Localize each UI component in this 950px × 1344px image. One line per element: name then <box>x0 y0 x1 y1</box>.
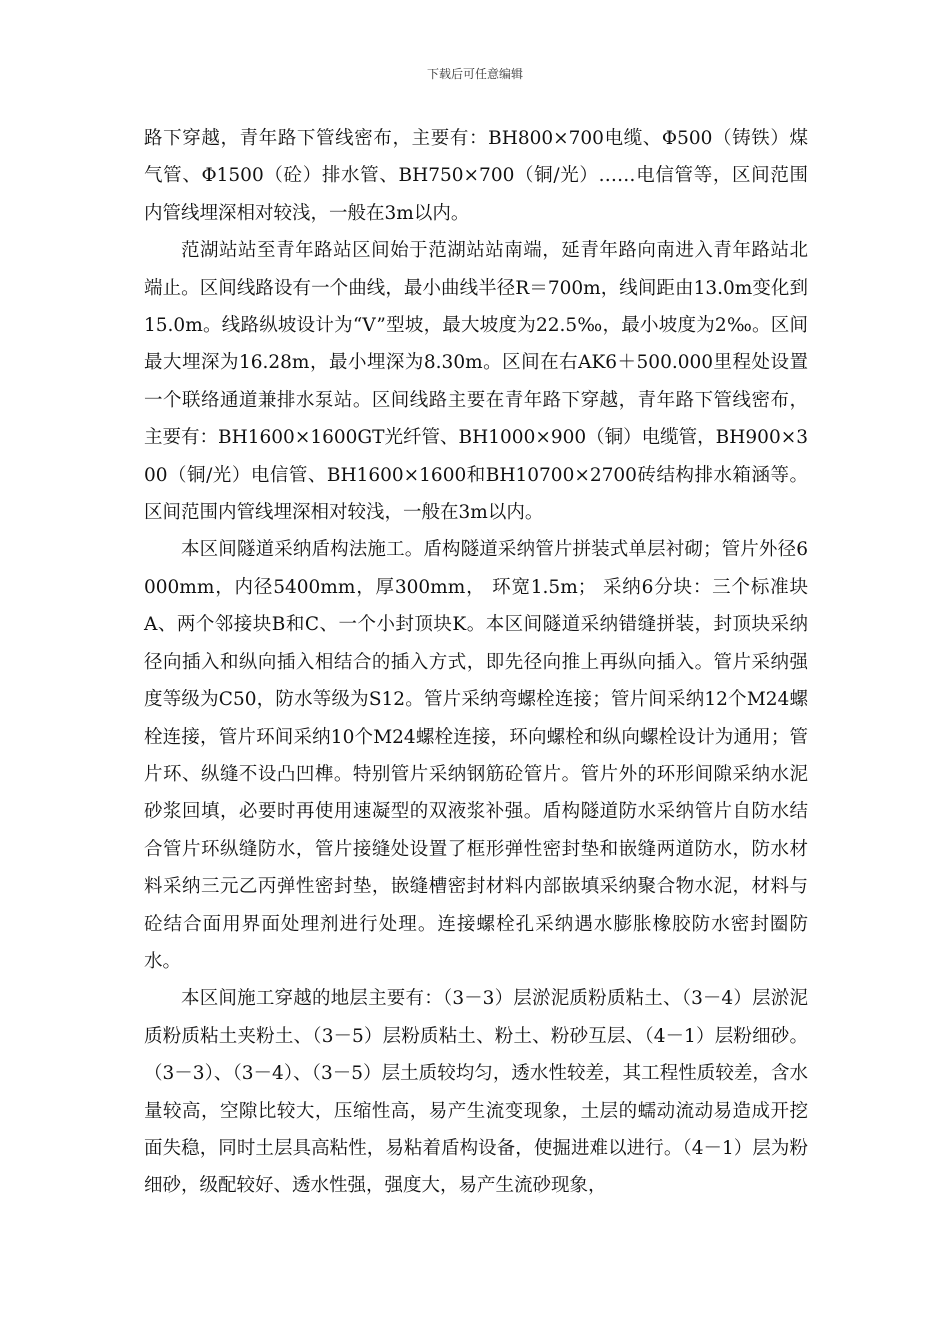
paragraph-1: 路下穿越，青年路下管线密布，主要有：BH800×700电缆、Φ500（铸铁）煤气管、Φ1500（砼）排水管、BH750×700（铜/光）……电信管等，区间范围内管线埋深相对较浅，一般在3m以内。 <box>144 128 808 224</box>
paragraph-2: 范湖站站至青年路站区间始于范湖站站南端，延青年路向南进入青年路站北端止。区间线路设有一个曲线，最小曲线半径R＝700m，线间距由13.0m变化到15.0m。线路纵坡设计为“V”型坡，最大坡度为22.5‰，最小坡度为2‰。区间最大埋深为16.28m，最小埋深为8.30m。区间在右AK6＋500.000里程处设置一个联络通道兼排水泵站。区间线路主要在青年路下穿越，青年路下管线密布，主要有：BH1600×1600GT光纤管、BH1000×900（铜）电缆管，BH900×300（铜/光）电信管、BH1600×1600和BH10700×2700砖结构排水箱涵等。区间范围内管线埋深相对较浅，一般在3m以内。 <box>144 240 808 524</box>
page-header: 下载后可任意编辑 <box>426 67 523 81</box>
paragraph-4: 本区间施工穿越的地层主要有：（3－3）层淤泥质粉质粘土、（3－4）层淤泥质粉质粘土夹粉土、（3－5）层粉质粘土、粉土、粉砂互层、（4－1）层粉细砂。（3－3）、（3－4）、（3－5）层土质较均匀，透水性较差，其工程性质较差，含水量较高，空隙比较大，压缩性高，易产生流变现象，土层的蠕动流动易造成开挖面失稳，同时土层具高粘性，易粘着盾构设备，使掘进难以进行。（4－1）层为粉细砂，级配较好、透水性强，强度大，易产生流砂现象， <box>144 988 808 1197</box>
document-body <box>144 120 808 1205</box>
paragraph-3: 本区间隧道采纳盾构法施工。盾构隧道采纳管片拼装式单层衬砌；管片外径6000mm，内径5400mm，厚300mm， 环宽1.5m； 采纳6分块：三个标准块A、两个邻接块B和C、一个小封顶块K。本区间隧道采纳错缝拼装，封顶块采纳径向插入和纵向插入相结合的插入方式，即先径向推上再纵向插入。管片采纳强度等级为C50，防水等级为S12。管片采纳弯螺栓连接；管片间采纳12个M24螺栓连接，管片环间采纳10个M24螺栓连接，环向螺栓和纵向螺栓设计为通用；管片环、纵缝不设凸凹榫。特别管片采纳钢筋砼管片。管片外的环形间隙采纳水泥砂浆回填，必要时再使用速凝型的双液浆补强。盾构隧道防水采纳管片自防水结合管片环纵缝防水，管片接缝处设置了框形弹性密封垫和嵌缝两道防水，防水材料采纳三元乙丙弹性密封垫，嵌缝槽密封材料内部嵌填采纳聚合物水泥，材料与砼结合面用界面处理剂进行处理。连接螺栓孔采纳遇水膨胀橡胶防水密封圈防水。 <box>144 539 808 972</box>
